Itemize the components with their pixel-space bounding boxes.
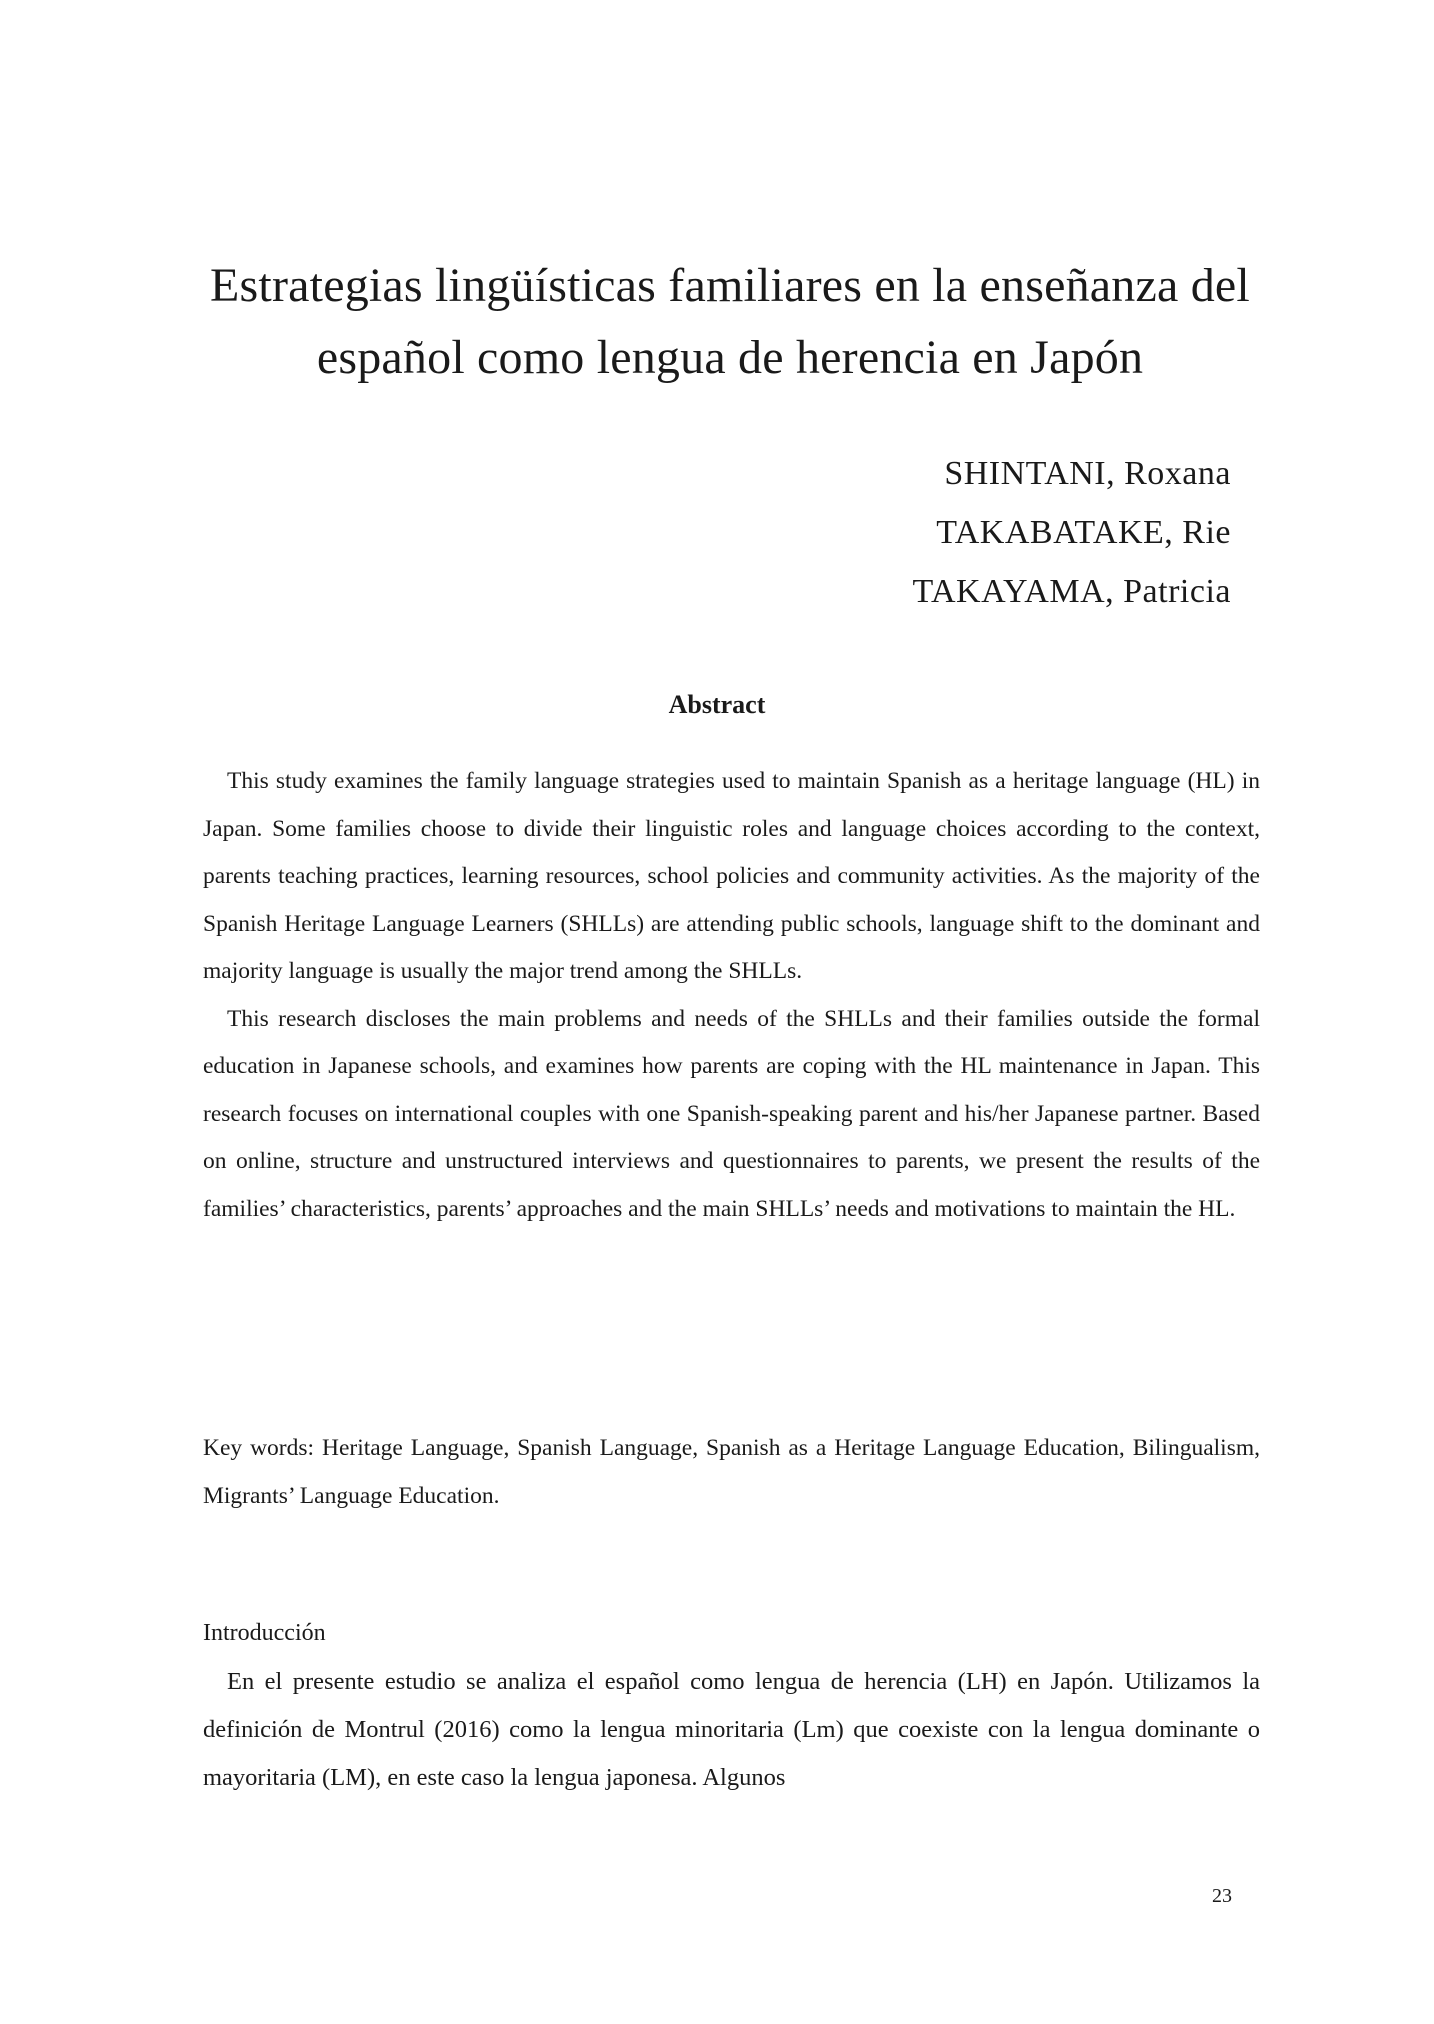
author-name: SHINTANI, Roxana	[944, 455, 1231, 492]
abstract-paragraph: This research discloses the main problems and needs of the SHLLs and their families outside the formal education in Japanese schools, and examines how parents are coping with the HL maintenance in Japan. This research focuses on international couples with one Spanish-speaking parent and his/her Japanese partner. Based on online, structure and unstructured interviews and questionnaires to parents, we present the results of the families’ characteristics, parents’ approaches and the main SHLLs’ needs and motivations to maintain the HL.	[203, 1005, 1260, 1222]
author-name: TAKAYAMA, Patricia	[912, 573, 1231, 610]
keywords: Key words: Heritage Language, Spanish Language, Spanish as a Heritage Language Education, Bilingualism, Migrants’ Language Education.	[203, 1435, 1260, 1509]
page-number: 23	[1212, 1885, 1232, 1907]
abstract-heading: Abstract	[668, 690, 766, 719]
author-name: TAKABATAKE, Rie	[936, 514, 1231, 551]
author-list	[912, 444, 1231, 621]
abstract-paragraph: This study examines the family language strategies used to maintain Spanish as a heritage language (HL) in Japan. Some families choose to divide their linguistic roles and language choices according to the context, parents teaching practices, learning resources, school policies and community activities. As the majority of the Spanish Heritage Language Learners (SHLLs) are attending public schools, language shift to the dominant and majority language is usually the major trend among the SHLLs.	[203, 768, 1260, 984]
abstract-body	[203, 758, 1260, 1233]
body-paragraph: En el presente estudio se analiza el español como lengua de herencia (LH) en Japón. Utilizamos la definición de Montrul (2016) como la lengua minoritaria (Lm) que coexiste con la lengua dominante o mayoritaria (LM), en este caso la lengua japonesa. Algunos	[203, 1668, 1260, 1791]
section-heading-introduction: Introducción	[203, 1620, 326, 1646]
paper-title: Estrategias lingüísticas familiares en la enseñanza del español como lengua de herencia en Japón	[210, 259, 1250, 384]
introduction-body	[203, 1658, 1260, 1802]
